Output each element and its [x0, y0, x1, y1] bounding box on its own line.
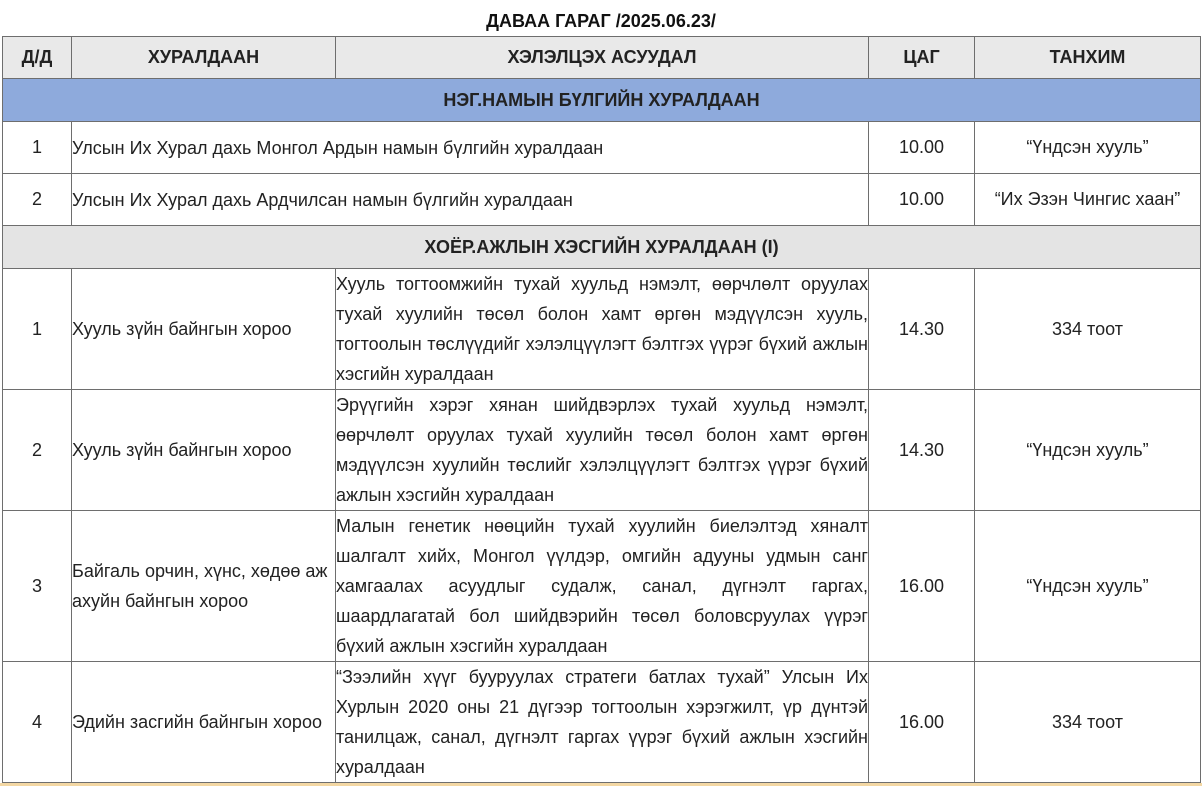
- table-row: [3, 269, 1201, 390]
- header-hall: ТАНХИМ: [975, 37, 1201, 79]
- row-number: 1: [3, 122, 72, 174]
- meeting-time: 16.00: [869, 662, 975, 783]
- committee-name: Эдийн засгийн байнгын хороо: [72, 662, 336, 783]
- meeting-hall: 334 тоот: [975, 269, 1201, 390]
- meeting-hall: “Үндсэн хууль”: [975, 390, 1201, 511]
- header-num: Д/Д: [3, 37, 72, 79]
- committee-name: Байгаль орчин, хүнс, хөдөө аж ахуйн байнгын хороо: [72, 511, 336, 662]
- header-meeting: ХУРАЛДААН: [72, 37, 336, 79]
- agenda-topic: Малын генетик нөөцийн тухай хуулийн биелэлтэд хяналт шалгалт хийх, Монгол үүлдэр, омгийн адууны удмын санг хамгаалах асуудлыг судалж, санал, дүгнэлт гаргах, шаардлагатай бол шийдвэрийн төсөл боловсруулах үүрэг бүхий ажлын хэсгийн хуралдаан: [336, 511, 869, 662]
- row-number: 3: [3, 511, 72, 662]
- meeting-time: 10.00: [869, 174, 975, 226]
- meeting-hall: “Үндсэн хууль”: [975, 122, 1201, 174]
- table-row: [3, 390, 1201, 511]
- agenda-topic: Хууль тогтоомжийн тухай хуульд нэмэлт, өөрчлөлт оруулах тухай хуулийн төсөл болон хамт өргөн мэдүүлсэн хууль, тогтоолын төслүүдийг хэлэлцүүлэгт бэлтгэх үүрэг бүхий ажлын хэсгийн хуралдаан: [336, 269, 869, 390]
- meeting-time: 14.30: [869, 390, 975, 511]
- meeting-hall: “Үндсэн хууль”: [975, 511, 1201, 662]
- meeting-name: Улсын Их Хурал дахь Ардчилсан намын бүлгийн хуралдаан: [72, 174, 869, 226]
- row-number: 2: [3, 390, 72, 511]
- row-number: 4: [3, 662, 72, 783]
- row-number: 1: [3, 269, 72, 390]
- meeting-time: 14.30: [869, 269, 975, 390]
- row-number: 2: [3, 174, 72, 226]
- schedule-table: [2, 36, 1201, 783]
- table-row: [3, 122, 1201, 174]
- section-header-party-groups: [3, 79, 1201, 122]
- header-row: [3, 37, 1201, 79]
- section-header-working-groups: [3, 226, 1201, 269]
- committee-name: Хууль зүйн байнгын хороо: [72, 390, 336, 511]
- table-row: [3, 174, 1201, 226]
- meeting-time: 10.00: [869, 122, 975, 174]
- meeting-time: 16.00: [869, 511, 975, 662]
- meeting-hall: “Их Эзэн Чингис хаан”: [975, 174, 1201, 226]
- header-topic: ХЭЛЭЛЦЭХ АСУУДАЛ: [336, 37, 869, 79]
- table-row: [3, 662, 1201, 783]
- page-title: ДАВАА ГАРАГ /2025.06.23/: [486, 11, 716, 31]
- section-title: ХОЁР.АЖЛЫН ХЭСГИЙН ХУРАЛДААН (I): [3, 226, 1201, 269]
- header-time: ЦАГ: [869, 37, 975, 79]
- meeting-name: Улсын Их Хурал дахь Монгол Ардын намын бүлгийн хуралдаан: [72, 122, 869, 174]
- table-row: [3, 511, 1201, 662]
- agenda-topic: Эрүүгийн хэрэг хянан шийдвэрлэх тухай хуульд нэмэлт, өөрчлөлт оруулах тухай хуулийн төсөл болон хамт өргөн мэдүүлсэн хуулийн төслийг хэлэлцүүлэгт бэлтгэх үүрэг бүхий ажлын хэсгийн хуралдаан: [336, 390, 869, 511]
- agenda-topic: “Зээлийн хүүг бууруулах стратеги батлах тухай” Улсын Их Хурлын 2020 оны 21 дүгээр тогтоолын хэрэгжилт, үр дүнтэй танилцаж, санал, дүгнэлт гаргах үүрэг бүхий ажлын хэсгийн хуралдаан: [336, 662, 869, 783]
- section-title: НЭГ.НАМЫН БҮЛГИЙН ХУРАЛДААН: [3, 79, 1201, 122]
- committee-name: Хууль зүйн байнгын хороо: [72, 269, 336, 390]
- meeting-hall: 334 тоот: [975, 662, 1201, 783]
